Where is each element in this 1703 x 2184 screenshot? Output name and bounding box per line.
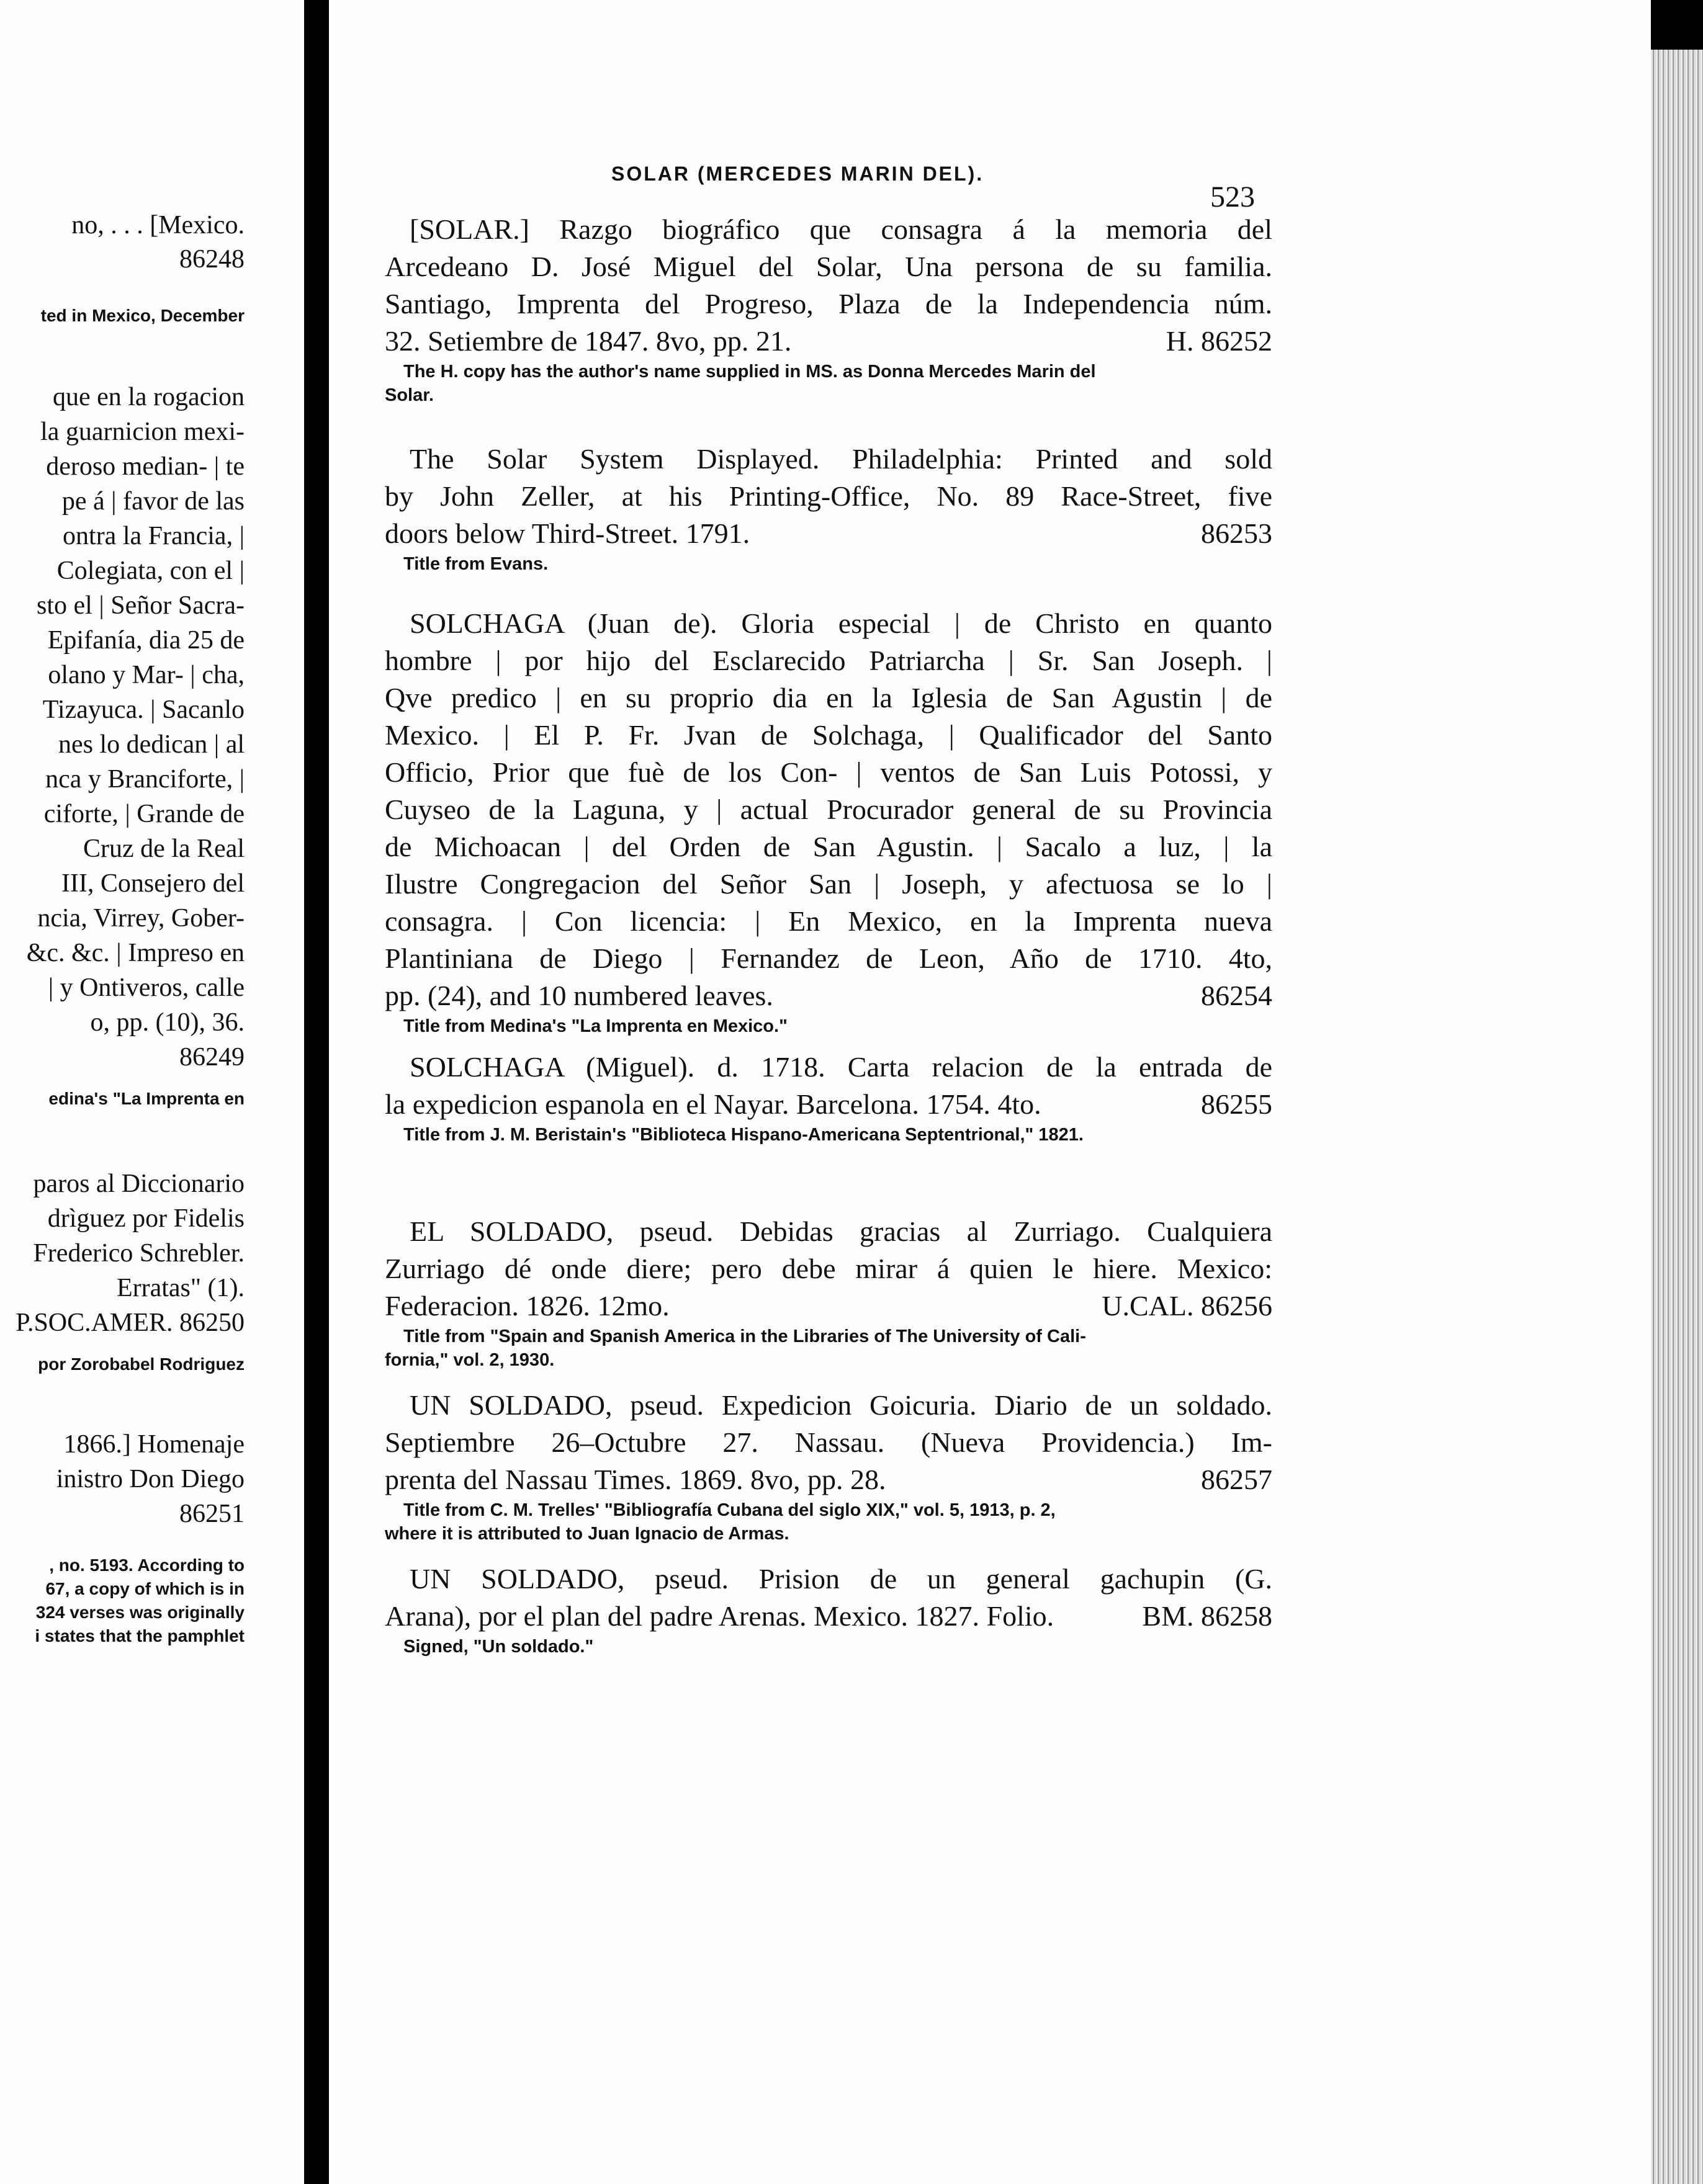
left-page-line: &c. &c. | Impreso en [26,939,245,967]
left-page-line: 86251 [179,1500,245,1528]
left-page-line: 67, a copy of which is in [45,1579,245,1598]
entry-note: Title from C. M. Trelles' "Bibliografía Cubana del siglo XIX," vol. 5, 1913, p. 2, [403,1500,1056,1520]
entry-number: H. 86252 [1166,325,1272,357]
left-page-line: Erratas" (1). [116,1274,245,1302]
entry-line: pp. (24), and 10 numbered leaves. [385,980,773,1011]
left-page-line: Colegiata, con el | [56,557,245,585]
left-page-line: Tizayuca. | Sacanlo [42,696,245,724]
entry-line: Cuyseo de la Laguna, y | actual Procurador general de su Provincia [385,794,1272,825]
entry-note: Title from Medina's "La Imprenta en Mexico." [403,1016,788,1036]
entry-line: Mexico. | El P. Fr. Jvan de Solchaga, | Qualificador del Santo [385,719,1272,751]
entry-line: Ilustre Congregacion del Señor San | Joseph, y afectuosa se lo | [385,868,1272,900]
left-page-line: ncia, Virrey, Gober- [37,904,245,933]
entry-line: Qve predico | en su proprio dia en la Iglesia de San Agustin | de [385,682,1272,714]
right-page [329,0,1651,2184]
entry-line: Santiago, Imprenta del Progreso, Plaza de la Independencia núm. [385,288,1272,320]
entry-line: 32. Setiembre de 1847. 8vo, pp. 21. [385,325,792,357]
left-page-line: Cruz de la Real [83,835,245,863]
left-page-line: la guarnicion mexi- [40,418,245,446]
entry-line: by John Zeller, at his Printing-Office, No. 89 Race-Street, five [385,480,1272,512]
entry-number: 86253 [1201,517,1272,549]
entry-line: Federacion. 1826. 12mo. [385,1290,670,1322]
left-page-line: drìguez por Fidelis [47,1204,245,1233]
page-edge [1651,50,1703,2184]
entry-note: Title from "Spain and Spanish America in the Libraries of The University of Cali- [403,1327,1086,1346]
entry-note: The H. copy has the author's name supplied in MS. as Donna Mercedes Marin del [403,362,1096,382]
left-page-line: no, . . . [Mexico. [71,211,245,239]
left-page-line: P.SOC.AMER. 86250 [16,1309,245,1337]
left-page-line: sto el | Señor Sacra- [37,591,245,620]
left-page-line: , no. 5193. According to [49,1555,245,1575]
entry-note: Solar. [385,385,434,405]
entry-line: SOLCHAGA (Miguel). d. 1718. Carta relacion de la entrada de [410,1051,1272,1083]
left-page-line: i states that the pamphlet [35,1626,245,1645]
left-page-line: nca y Branciforte, | [45,765,245,794]
entry-line: consagra. | Con licencia: | En Mexico, en la Imprenta nueva [385,905,1272,937]
left-page-line: pe á | favor de las [61,487,245,516]
bibliography-entry [385,1213,1272,1372]
entry-number: U.CAL. 86256 [1102,1290,1272,1322]
left-page-line: 1866.] Homenaje [63,1430,245,1459]
left-page-line: inistro Don Diego [56,1465,245,1493]
entry-line: de Michoacan | del Orden de San Agustin. | Sacalo a luz, | la [385,831,1272,862]
entry-line: hombre | por hijo del Esclarecido Patriarcha | Sr. San Joseph. | [385,645,1272,676]
entry-note: Signed, "Un soldado." [403,1637,594,1657]
bibliography-entry [385,1560,1272,1658]
left-page-line: por Zorobabel Rodriguez [38,1354,245,1374]
bibliography-entry [385,211,1272,407]
entry-number: 86257 [1201,1464,1272,1495]
entry-line: UN SOLDADO, pseud. Prision de un general gachupin (G. [410,1563,1272,1595]
left-page-line: 86248 [179,245,245,274]
bibliography-entry [385,1387,1272,1546]
entry-line: doors below Third-Street. 1791. [385,517,750,549]
bibliography-entry [385,1049,1272,1147]
entry-line: [SOLAR.] Razgo biográfico que consagra á la memoria del [410,213,1272,245]
entry-number: 86255 [1201,1088,1272,1120]
entry-note: fornia," vol. 2, 1930. [385,1350,555,1370]
running-title: SOLAR (MERCEDES MARIN DEL). [611,163,984,185]
entry-line: la expedicion espanola en el Nayar. Barcelona. 1754. 4to. [385,1088,1041,1120]
left-page-line: edina's "La Imprenta en [48,1089,245,1108]
bibliography-entry [385,605,1272,1038]
left-page-line: III, Consejero del [61,869,245,898]
left-page-line: ciforte, | Grande de [43,800,245,828]
left-page-line: olano y Mar- | cha, [48,661,245,689]
bibliography-entry [385,441,1272,576]
entry-line: Plantiniana de Diego | Fernandez de Leon, Año de 1710. 4to, [385,942,1272,974]
left-page-line: que en la rogacion [52,383,245,411]
entry-line: SOLCHAGA (Juan de). Gloria especial | de Christo en quanto [410,607,1272,639]
entry-number: 86254 [1201,980,1272,1011]
left-page-line: deroso median- | te [46,452,245,481]
left-page-line: ted in Mexico, December [40,306,245,325]
page-number: 523 [1210,181,1255,213]
left-page-line: Frederico Schrebler. [33,1239,245,1268]
left-page-line: o, pp. (10), 36. [90,1008,245,1037]
left-page-line: 86249 [179,1043,245,1072]
entry-line: EL SOLDADO, pseud. Debidas gracias al Zurriago. Cualquiera [410,1215,1272,1247]
left-page-line: | y Ontiveros, calle [48,973,245,1002]
left-page-line: Epifanía, dia 25 de [47,626,245,655]
entry-line: Septiembre 26–Octubre 27. Nassau. (Nueva Providencia.) Im- [385,1426,1272,1458]
left-page-line: ontra la Francia, | [63,522,245,550]
entry-line: Arcedeano D. José Miguel del Solar, Una persona de su familia. [385,251,1272,282]
entry-line: Arana), por el plan del padre Arenas. Mexico. 1827. Folio. [385,1600,1054,1632]
entry-line: UN SOLDADO, pseud. Expedicion Goicuria. Diario de un soldado. [410,1389,1272,1421]
left-page-line: paros al Diccionario [33,1170,245,1198]
entry-line: prenta del Nassau Times. 1869. 8vo, pp. 28. [385,1464,886,1495]
entry-note: Title from J. M. Beristain's "Biblioteca Hispano-Americana Septentrional," 1821. [403,1125,1084,1145]
entry-number: BM. 86258 [1142,1600,1272,1632]
left-page-line: nes lo dedican | al [58,730,245,759]
left-page [0,0,304,2184]
entry-line: The Solar System Displayed. Philadelphia: Printed and sold [410,443,1272,475]
left-page-line: 324 verses was originally [35,1603,245,1622]
entry-line: Officio, Prior que fuè de los Con- | ventos de San Luis Potossi, y [385,756,1272,788]
entry-line: Zurriago dé onde diere; pero debe mirar á quien le hiere. Mexico: [385,1253,1272,1284]
entry-note: where it is attributed to Juan Ignacio de Armas. [385,1524,789,1544]
entry-note: Title from Evans. [403,554,549,574]
